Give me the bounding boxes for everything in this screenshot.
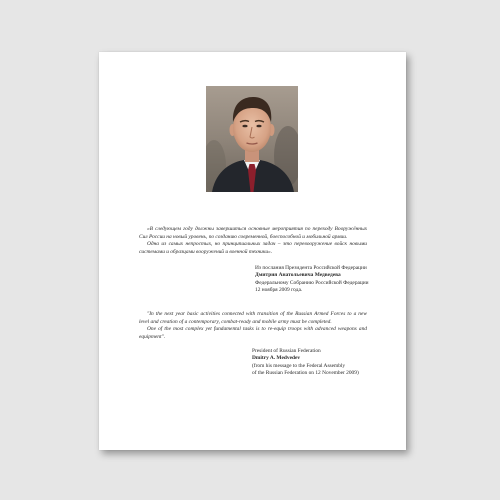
- russian-attribution-name: Дмитрия Анатольевича Медведева: [255, 272, 341, 279]
- russian-quote-paragraph-1: «В следующем году должны завершиться основные мероприятия по переходу Вооружённых Сил России на новый уровень, по созданию современной, боеспособной и мобильной армии.: [139, 226, 367, 240]
- english-attribution: [252, 348, 382, 378]
- english-quote-paragraph-1: "In the next year basic activities connected with transition of the Russian Armed Forces to a new level and creation of a contemporary, combat-ready and mobile army must be completed.: [139, 311, 367, 325]
- russian-attribution-line-1: Из послания Президента Российской Федерации: [255, 265, 367, 271]
- english-attribution-date: of the Russian Federation on 12 November 2009): [252, 370, 359, 377]
- russian-attribution-line-3: Федеральному Собранию Российской Федерации: [255, 279, 369, 286]
- english-attribution-line-3: (from his message to the Federal Assembly: [252, 362, 346, 369]
- russian-attribution-date: 12 ноября 2009 года.: [255, 287, 303, 294]
- english-quote-paragraph-2: One of the most complex yet fundamental tasks is to re-equip troops with advanced weapons and equipment".: [139, 326, 367, 340]
- portrait-image: [206, 86, 298, 192]
- russian-attribution: [255, 265, 385, 295]
- english-quote: [139, 311, 367, 341]
- russian-quote-paragraph-2: Одна из самых непростых, но принципиальных задач – это перевооружение войск новыми системами и образцами вооружений и военной техники».: [139, 241, 367, 255]
- document-page: [99, 52, 406, 450]
- english-attribution-line-1: President of Russian Federation: [252, 348, 321, 354]
- portrait-photo: [206, 86, 298, 192]
- english-attribution-name: Dmitry A. Medvedev: [252, 355, 301, 362]
- russian-quote: [139, 226, 367, 256]
